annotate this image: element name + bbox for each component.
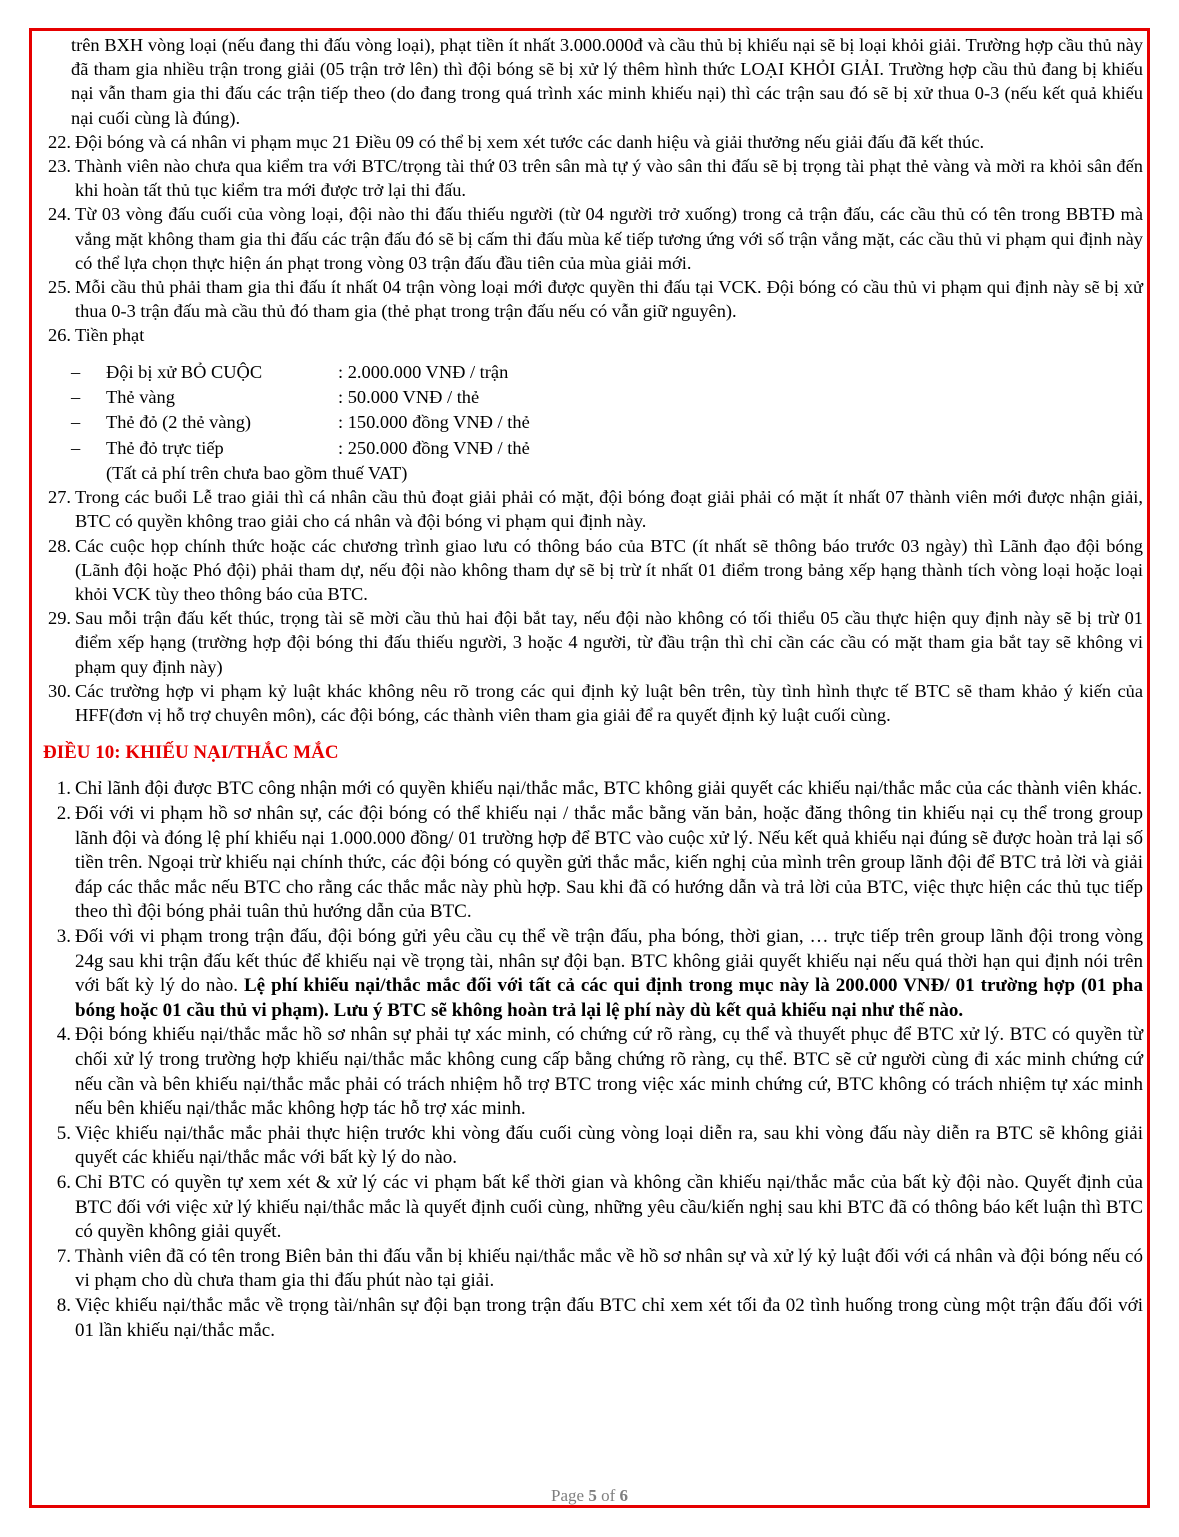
list-item [33,154,1143,202]
list-item-number: 28. [48,535,71,556]
list-item-number: 22. [48,131,71,152]
list-item-number: 24. [48,204,71,225]
list-item-body: Việc khiếu nại/thắc mắc phải thực hiện trước khi vòng đấu cuối cùng vòng loại diễn ra, sau khi vòng đấu này diễn ra BTC sẽ không giải quyết các khiếu nại/thắc mắc với bất kỳ lý do nào. [75,1122,1143,1169]
list-item-text [71,777,1143,802]
list-item-text [71,130,1143,154]
list-item-body: Việc khiếu nại/thắc mắc về trọng tài/nhân sự đội bạn trong trận đấu BTC chỉ xem xét tối đa 02 tình huống trong cùng một trận đấu đối với 01 lần khiếu nại/thắc mắc. [75,1294,1143,1341]
fine-dash: – [71,412,81,433]
list-item-body: Trong các buổi Lễ trao giải thì cá nhân cầu thủ đoạt giải phải có mặt, đội bóng đoạt giải phải có mặt ít nhất 07 thành viên mới được nhận giải, BTC có quyền không trao giải cho cá nhân và đội bóng vi phạm qui định này. [75,487,1143,532]
list-item [33,130,1143,154]
list-item [33,802,1143,925]
list-item-number: 26. [48,325,71,346]
list-item-text [71,1122,1143,1171]
list-item-body: Các trường hợp vi phạm kỷ luật khác không nêu rõ trong các qui định kỷ luật bên trên, tùy tình hình thực tế BTC sẽ tham khảo ý kiến của HFF(đơn vị hỗ trợ chuyên môn), các đội bóng, các thành viên tham gia giải để ra quyết định kỷ luật cuối cùng. [75,680,1143,726]
list-item-text [71,679,1143,727]
list-item-body: Từ 03 vòng đấu cuối của vòng loại, đội nào thi đấu thiếu người (từ 04 người trở xuống) trong cả trận đấu, các cầu thủ có tên trong BBTĐ mà vắng mặt không tham gia thi đấu các trận đấu đó sẽ bị cấm thi đấu mùa kế tiếp tương ứng với số trận vắng mặt, các cầu thủ vi phạm qui định này có thể lựa chọn thực hiện án phạt trong vòng 03 trận đấu đầu tiên của mùa giải mới. [75,204,1143,273]
list-item-body: Thành viên đã có tên trong Biên bản thi đấu vẫn bị khiếu nại/thắc mắc về hồ sơ nhân sự và xử lý kỷ luật đối với cá nhân và đội bóng nếu có vi phạm cho dù chưa tham gia thi đấu phút nào tại giải. [75,1245,1143,1292]
article-10-heading: ĐIỀU 10: KHIẾU NẠI/THẮC MẮC [43,742,339,764]
fine-label: Thẻ vàng [106,387,175,408]
fine-label: Đội bị xử BỎ CUỘC [106,361,263,382]
list-item-text [71,925,1143,1023]
list-item-number: 29. [48,608,71,629]
fine-value: : 50.000 VNĐ / thẻ [338,387,480,408]
list-item-number: 1. [56,778,71,800]
footer-of-word: of [601,1486,616,1505]
list-item-body: Chỉ lãnh đội được BTC công nhận mới có quyền khiếu nại/thắc mắc, BTC không giải quyết các khiếu nại/thắc mắc của các thành viên khác. [75,778,1143,800]
list-item-number: 6. [56,1171,71,1193]
list-item-text [71,1245,1143,1294]
list-item-text [71,1023,1143,1121]
list-item-body: Đội bóng và cá nhân vi phạm mục 21 Điều 09 có thể bị xem xét tước các danh hiệu và giải thưởng nếu giải đấu đã kết thúc. [75,131,985,152]
fine-row [33,360,1143,385]
list-item-body: Mỗi cầu thủ phải tham gia thi đấu ít nhất 04 trận vòng loại mới được quyền thi đấu tại VCK. Đội bóng có cầu thủ vi phạm qui định này sẽ bị xử thua 0-3 trận đấu mà cầu thủ đó tham gia (thẻ phạt trong trận đấu nếu có vẫn giữ nguyên). [75,277,1143,322]
list-item-text [71,323,1143,347]
list-item-body: Đối với vi phạm trong trận đấu, đội bóng gửi yêu cầu cụ thể về trận đấu, pha bóng, thời gian, … trực tiếp trên group lãnh đội trong vòng 24g sau khi trận đấu kết thúc để khiếu nại về trọng tài, nhân sự đội bạn. BTC không giải quyết khiếu nại nếu quá thời hạn qui định nói trên với bất kỳ lý do nào. [75,926,1143,997]
list-item-body: Chỉ BTC có quyền tự xem xét & xử lý các vi phạm bất kể thời gian và không cần khiếu nại/thắc mắc của bất kỳ đội nào. Quyết định của BTC đối với việc xử lý khiếu nại/thắc mắc là quyết định cuối cùng, những yêu cầu/kiến nghị sau khi BTC đã có thông báo kết luận thì BTC có quyền không giải quyết. [75,1171,1143,1243]
list-item-text [71,1294,1143,1343]
fine-dash: – [71,437,81,458]
list-item-number: 7. [56,1245,71,1267]
list-item-body: Thành viên nào chưa qua kiểm tra với BTC/trọng tài thứ 03 trên sân mà tự ý vào sân thi đấu sẽ bị trọng tài phạt thẻ vàng và mời ra khỏi sân đến khi hoàn tất thủ tục kiểm tra mới được trở lại thi đấu. [75,156,1143,201]
list-item [33,1122,1143,1171]
footer-page-number: 5 [588,1486,597,1505]
regulation-list-part-a [33,130,1143,348]
fine-dash: – [71,361,81,382]
list-item-body: Tiền phạt [75,325,145,346]
list-item [33,275,1143,323]
fine-label: Thẻ đỏ trực tiếp [106,437,224,458]
fine-label: Thẻ đỏ (2 thẻ vàng) [106,412,252,433]
list-item-number: 25. [48,277,71,298]
list-item [33,534,1143,607]
fine-value: : 150.000 đồng VNĐ / thẻ [338,412,530,433]
list-item-text [71,202,1143,275]
list-item-text [71,154,1143,202]
list-item-body: Các cuộc họp chính thức hoặc các chương trình giao lưu có thông báo của BTC (ít nhất sẽ thông báo trước 03 ngày) thì Lãnh đạo đội bóng (Lãnh đội hoặc Phó đội) phải tham dự, nếu đội nào không tham dự sẽ bị trừ ít nhất 01 điểm trong bảng xếp hạng thành tích vòng loại hoặc loại khỏi VCK tùy theo thông báo của BTC. [75,535,1143,605]
footer-page-total: 6 [619,1486,628,1505]
list-item-body: Sau mỗi trận đấu kết thúc, trọng tài sẽ mời cầu thủ hai đội bắt tay, nếu đội nào không có tối thiểu 05 cầu thực hiện quy định này sẽ bị trừ 01 điểm xếp hạng (trường hợp đội bóng thi đấu thiếu người, 3 hoặc 4 người, từ đầu trận thì chỉ cần các cầu có mặt tham gia bắt tay sẽ không vi phạm quy định này) [75,608,1143,677]
list-item-text [71,1171,1143,1245]
list-item [33,1294,1143,1343]
list-item-number: 2. [56,803,71,825]
fine-value: : 250.000 đồng VNĐ / thẻ [338,437,530,458]
article-10-list [33,777,1143,1343]
fine-row [33,436,1143,461]
fines-table [33,360,1143,462]
list-item-number: 8. [56,1294,71,1316]
list-item-text [71,275,1143,323]
fine-row [33,410,1143,435]
footer-page-word: Page [551,1486,585,1505]
list-item [33,1023,1143,1121]
list-item-text [71,606,1143,679]
fine-row [33,385,1143,410]
page-footer [0,1486,1179,1506]
list-item-number: 4. [56,1024,71,1046]
fine-dash: – [71,387,81,408]
list-item [33,1245,1143,1294]
regulation-list-part-b [33,485,1143,727]
list-item [33,925,1143,1023]
list-item-body: Đội bóng khiếu nại/thắc mắc hồ sơ nhân sự phải tự xác minh, có chứng cứ rõ ràng, cụ thể và thuyết phục để BTC xử lý. BTC có quyền từ chối xử lý trong trường hợp khiếu nại/thắc mắc không cung cấp bằng chứng rõ ràng, cụ thể. BTC sẽ cử người cùng đi xác minh chứng cứ nếu cần và bên khiếu nại/thắc mắc phải có trách nhiệm hỗ trợ BTC trong việc xác minh chứng cứ, BTC không có trách nhiệm tự xác minh nếu bên khiếu nại/thắc mắc không hợp tác hỗ trợ xác minh. [75,1024,1143,1120]
list-item-text [71,802,1143,925]
list-item [33,679,1143,727]
list-item-number: 30. [48,680,71,701]
list-item-number: 23. [48,156,71,177]
list-item-number: 3. [56,926,71,947]
fines-note: (Tất cả phí trên chưa bao gồm thuế VAT) [106,463,408,484]
intro-paragraph: trên BXH vòng loại (nếu đang thi đấu vòng loại), phạt tiền ít nhất 3.000.000đ và cầu thủ bị khiếu nại sẽ bị loại khỏi giải. Trường hợp cầu thủ này đã tham gia nhiều trận trong giải (05 trận trở lên) thì đội bóng sẽ bị xử lý thêm hình thức LOẠI KHỎI GIẢI. Trường hợp cầu thủ đang bị khiếu nại vẫn tham gia thi đấu các trận tiếp theo (do đang trong quá trình xác minh khiếu nại) thì các trận sau đó sẽ bị xử thua 0-3 (nếu kết quả khiếu nại cuối cùng là đúng). [71,35,1143,128]
list-item [33,485,1143,533]
list-item-text [71,485,1143,533]
list-item-number: 27. [48,487,71,508]
list-item [33,202,1143,275]
list-item-number: 5. [56,1122,71,1144]
list-item-body: Đối với vi phạm hồ sơ nhân sự, các đội bóng có thể khiếu nại / thắc mắc bằng văn bản, hoặc đăng thông tin khiếu nại cụ thể trong group lãnh đội và đóng lệ phí khiếu nại 1.000.000 đồng/ 01 trường hợp để BTC vào cuộc xử lý. Nếu kết quả khiếu nại đúng sẽ được hoàn trả lại số tiền trên. Ngoại trừ khiếu nại chính thức, các đội bóng có quyền gửi thắc mắc, kiến nghị của mình trên group lãnh đội để BTC trả lời và giải đáp các thắc mắc nếu BTC cho rằng các thắc mắc này phù hợp. Sau khi đã có hướng dẫn và trả lời của BTC, việc thực hiện các thủ tục tiếp theo thì đội bóng phải tuân thủ hướng dẫn của BTC. [75,803,1143,923]
fine-value: : 2.000.000 VNĐ / trận [338,361,509,382]
list-item [33,323,1143,347]
list-item [33,777,1143,802]
list-item-bold-text: Lệ phí khiếu nại/thắc mắc đối với tất cả các qui định trong mục này là 200.000 VNĐ/ 01 trường hợp (01 pha bóng hoặc 01 cầu thủ vi phạm). Lưu ý BTC sẽ không hoàn trả lại lệ phí này dù kết quả khiếu nại như thế nào. [75,975,1143,1021]
list-item [33,1171,1143,1245]
list-item-text [71,534,1143,607]
document-body [33,33,1143,1343]
list-item [33,606,1143,679]
